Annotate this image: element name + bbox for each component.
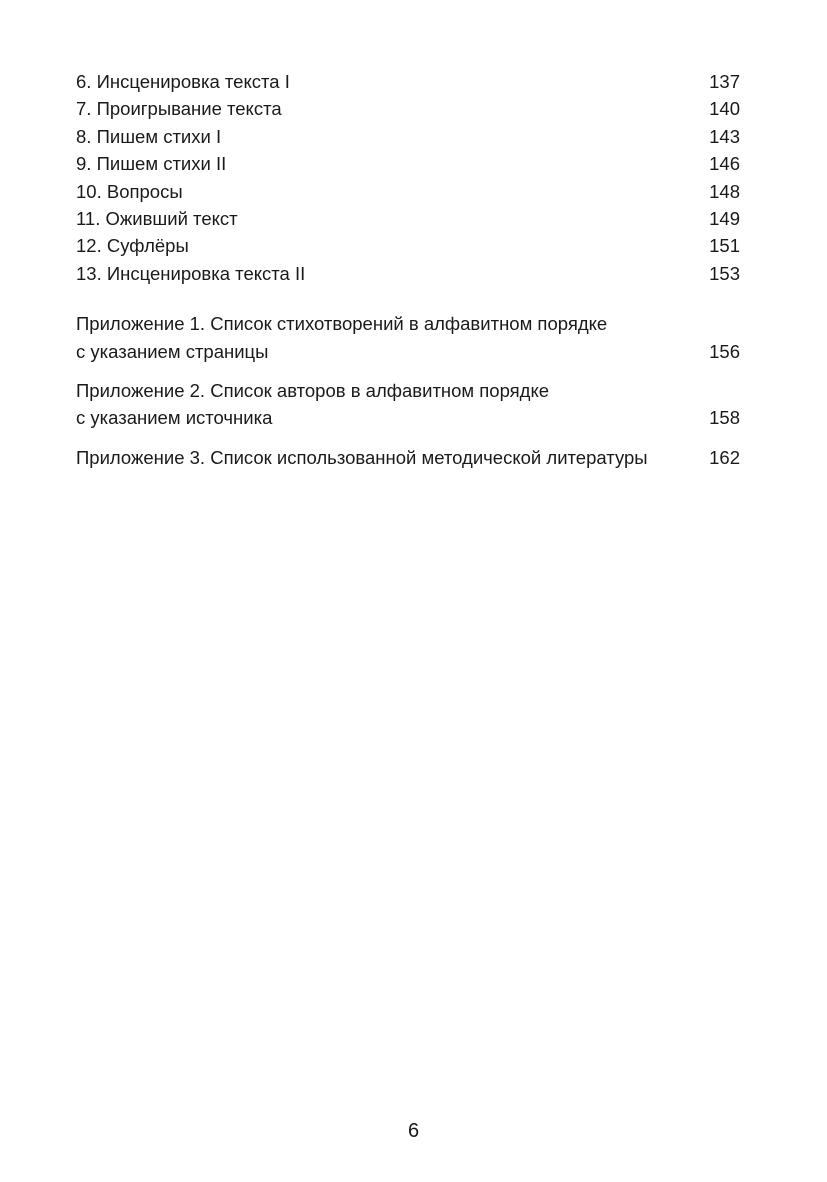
toc-entry — [76, 95, 740, 122]
toc-entry — [76, 68, 740, 95]
toc-entry-page: 137 — [709, 71, 740, 92]
dot-leader — [270, 357, 706, 358]
toc-entry-page: 156 — [709, 340, 740, 362]
toc-entry — [76, 205, 740, 232]
toc-entry — [76, 338, 740, 365]
dot-leader — [650, 463, 707, 464]
dot-leader — [185, 197, 706, 198]
toc-entry-page: 158 — [709, 407, 740, 429]
toc-entry-label: 11. Оживший текст — [76, 207, 238, 229]
toc-entry — [76, 404, 740, 431]
toc-entry-page: 151 — [709, 235, 740, 257]
toc-appendix-title: Приложение 2. Список авторов в алфавитном порядке — [76, 379, 550, 401]
section-spacer — [76, 287, 740, 310]
toc-entry-label: Приложение 3. Список использованной методической литературы — [76, 446, 648, 468]
toc-entry-label: 9. Пишем стихи II — [76, 153, 227, 175]
toc-entry — [76, 178, 740, 205]
toc-entry — [76, 260, 740, 287]
toc-appendix-entry — [76, 444, 740, 471]
toc-appendix-entry — [76, 377, 740, 432]
dot-leader — [240, 224, 706, 225]
toc-appendix-entry — [76, 310, 740, 365]
dot-leader — [228, 169, 706, 170]
page-number: 6 — [407, 1120, 420, 1142]
toc-entry — [76, 123, 740, 150]
dot-leader — [274, 423, 706, 424]
toc-entry-page: 146 — [709, 153, 740, 175]
toc-entry-label: с указанием источника — [76, 407, 273, 429]
toc-entry — [76, 232, 740, 259]
toc-entry-label: с указанием страницы — [76, 340, 269, 362]
section-spacer — [76, 432, 740, 444]
toc-entry-label: 12. Суфлёры — [76, 235, 189, 257]
toc-entry-page: 162 — [709, 446, 740, 468]
dot-leader — [191, 251, 706, 252]
toc-entry-label: 6. Инсценировка текста I — [76, 71, 290, 92]
toc-entry-label: 10. Вопросы — [76, 180, 183, 202]
toc-entry-page: 143 — [709, 125, 740, 147]
toc-entry-label: 8. Пишем стихи I — [76, 125, 222, 147]
dot-leader — [292, 87, 706, 88]
section-spacer — [76, 365, 740, 377]
toc-entry-label: 13. Инсценировка текста II — [76, 262, 306, 284]
dot-leader — [307, 279, 706, 280]
toc-entry — [76, 444, 740, 471]
toc-entry-page: 148 — [709, 180, 740, 202]
toc-entry-label: 7. Проигрывание текста — [76, 98, 282, 120]
toc-appendix-title: Приложение 1. Список стихотворений в алфавитном порядке — [76, 313, 608, 335]
toc-entry — [76, 150, 740, 177]
dot-leader — [284, 114, 706, 115]
table-of-contents — [76, 68, 740, 471]
dot-leader — [223, 142, 706, 143]
toc-entry-page: 149 — [709, 207, 740, 229]
toc-entry-page: 153 — [709, 262, 740, 284]
toc-entry-page: 140 — [709, 98, 740, 120]
